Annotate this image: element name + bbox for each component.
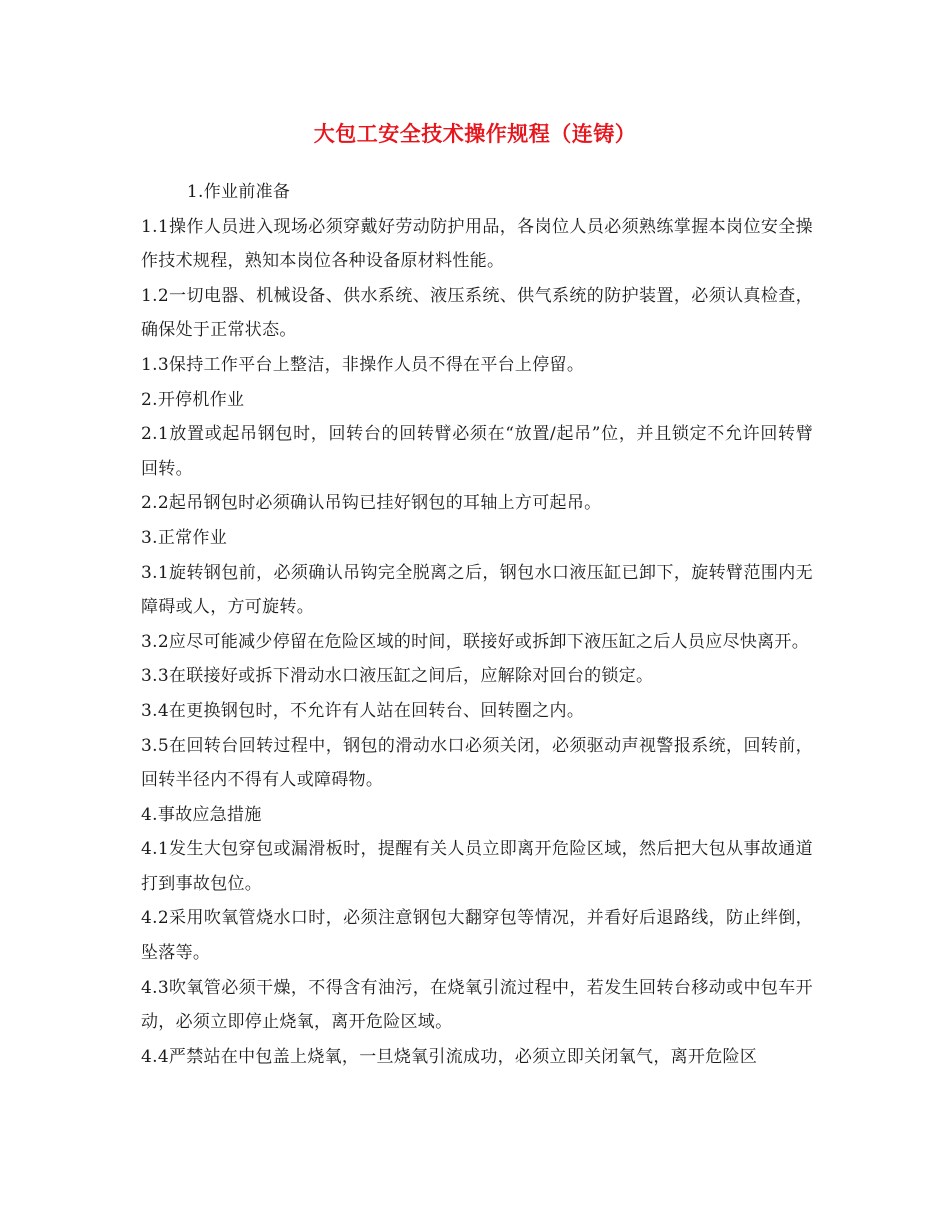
paragraph: 4.2采用吹氧管烧水口时，必须注意钢包大翻穿包等情况，并看好后退路线，防止绊倒，坠落等。 xyxy=(141,908,813,964)
paragraph: 2.2起吊钢包时必须确认吊钩已挂好钢包的耳轴上方可起吊。 xyxy=(141,493,602,514)
paragraph: 1.2一切电器、机械设备、供水系统、液压系统、供气系统的防护装置，必须认真检查，确保处于正常状态。 xyxy=(141,285,813,341)
paragraph: 3.4在更换钢包时，不允许有人站在回转台、回转圈之内。 xyxy=(141,700,585,721)
paragraph: 1.3保持工作平台上整洁，非操作人员不得在平台上停留。 xyxy=(141,354,585,375)
paragraph: 1.作业前准备 xyxy=(186,182,291,202)
paragraph: 4.4严禁站在中包盖上烧氧，一旦烧氧引流成功，必须立即关闭氧气，离开危险区 xyxy=(141,1046,758,1067)
paragraph: 3.2应尽可能减少停留在危险区域的时间，联接好或拆卸下液压缸之后人员应尽快离开。 xyxy=(141,631,810,652)
paragraph: 3.1旋转钢包前，必须确认吊钩完全脱离之后，钢包水口液压缸已卸下，旋转臂范围内无障碍或人，方可旋转。 xyxy=(141,562,813,618)
section-heading: 2.开停机作业 xyxy=(141,389,245,410)
section-heading: 3.正常作业 xyxy=(141,527,228,548)
paragraph: 4.1发生大包穿包或漏滑板时，提醒有关人员立即离开危险区域，然后把大包从事故通道打到事故包位。 xyxy=(141,839,813,894)
paragraph: 3.5在回转台回转过程中，钢包的滑动水口必须关闭，必须驱动声视警报系统，回转前，回转半径内不得有人或障碍物。 xyxy=(141,735,813,791)
document-body xyxy=(141,175,813,1074)
paragraph: 3.3在联接好或拆下滑动水口液压缸之间后，应解除对回台的锁定。 xyxy=(141,666,654,687)
paragraph: 2.1放置或起吊钢包时，回转台的回转臂必须在“放置/起吊”位，并且锁定不允许回转臂回转。 xyxy=(141,424,813,479)
paragraph: 4.3吹氧管必须干燥，不得含有油污，在烧氧引流过程中，若发生回转台移动或中包车开动，必须立即停止烧氧，离开危险区域。 xyxy=(141,977,813,1033)
paragraph: 1.1操作人员进入现场必须穿戴好劳动防护用品，各岗位人员必须熟练掌握本岗位安全操作技术规程，熟知本岗位各种设备原材料性能。 xyxy=(141,216,813,272)
document-title: 大包工安全技术操作规程（连铸） xyxy=(313,121,637,146)
section-heading: 4.事故应急措施 xyxy=(141,804,262,825)
